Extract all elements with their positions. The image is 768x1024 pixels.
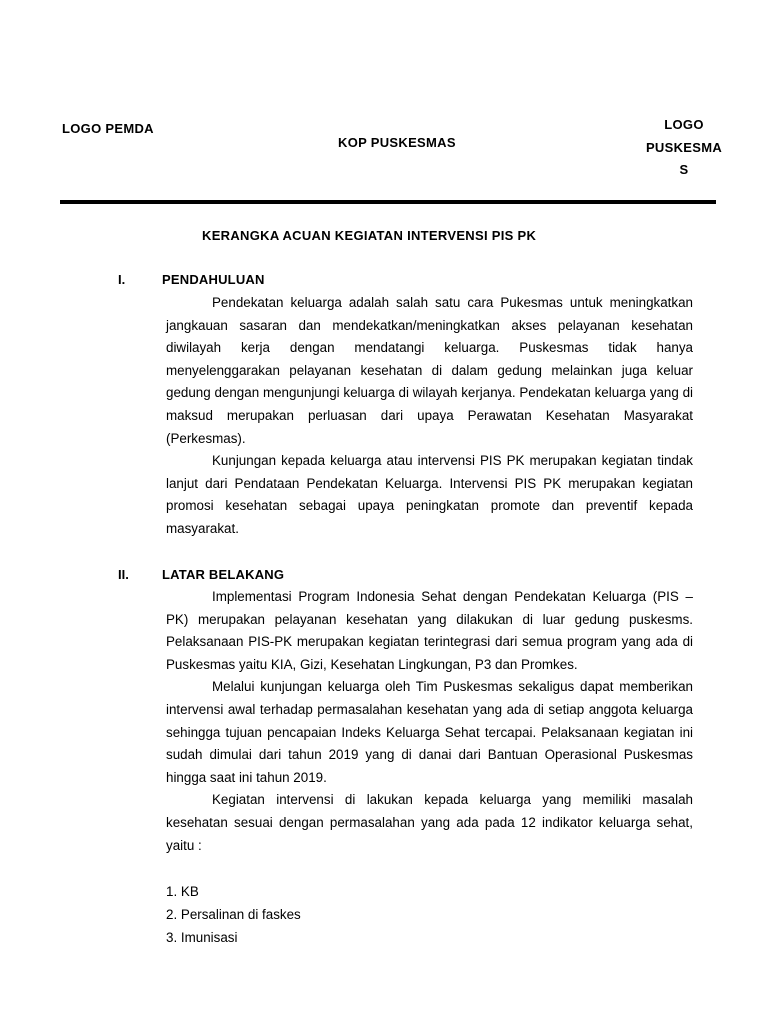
indicator-list (166, 880, 301, 949)
section-2-paragraph-3: Kegiatan intervensi di lakukan kepada keluarga yang memiliki masalah kesehatan sesuai dengan permasalahan yang ada pada 12 indikator keluarga sehat, yaitu : (166, 792, 693, 853)
section-1-paragraph-2: Kunjungan kepada keluarga atau intervensi PIS PK merupakan kegiatan tindak lanjut dari Pendataan Pendekatan Keluarga. Intervensi PIS PK merupakan kegiatan promosi kesehatan sebagai upaya peningkatan promote dan preventif kepada masyarakat. (166, 453, 693, 536)
section-2-body (166, 586, 693, 857)
list-item: 1. KB (166, 884, 199, 899)
header-divider (60, 200, 716, 204)
section-1-paragraph-1: Pendekatan keluarga adalah salah satu cara Pukesmas untuk meningkatkan jangkauan sasaran dan mendekatkan/meningkatkan akses pelayanan kesehatan diwilayah kerja dengan mendatangi keluarga. Puskesmas tidak hanya menyelenggarakan pelayanan kesehatan di dalam gedung melainkan juga keluar gedung dengan mengunjungi keluarga di wilayah kerjanya. Pendekatan keluarga yang di maksud merupakan perluasan dari upaya Perawatan Kesehatan Masyarakat (Perkesmas). (166, 295, 693, 446)
list-item: 2. Persalinan di faskes (166, 907, 301, 922)
logo-puskesmas-line-2: PUSKESMA (645, 139, 723, 155)
logo-puskesmas-placeholder (632, 114, 736, 182)
section-2-paragraph-2: Melalui kunjungan keluarga oleh Tim Puskesmas sekaligus dapat memberikan intervensi awal terhadap permasalahan kesehatan yang ada di setiap anggota keluarga sehingga tujuan pencapaian Indeks Keluarga Sehat tercapai. Pelaksanaan kegiatan ini sudah dimulai dari tahun 2019 yang di danai dari Bantuan Operasional Puskesmas hingga saat ini tahun 2019. (166, 679, 693, 785)
document-title: KERANGKA ACUAN KEGIATAN INTERVENSI PIS PK (202, 228, 537, 243)
logo-pemda-placeholder: LOGO PEMDA (62, 121, 154, 136)
section-2-number: II. (118, 567, 129, 582)
section-1-body (166, 292, 693, 541)
section-2-title: LATAR BELAKANG (162, 567, 285, 582)
logo-puskesmas-line-1: LOGO (664, 117, 704, 132)
kop-puskesmas-placeholder: KOP PUSKESMAS (338, 135, 456, 150)
section-1-number: I. (118, 272, 126, 287)
section-2-paragraph-1: Implementasi Program Indonesia Sehat dengan Pendekatan Keluarga (PIS – PK) merupakan pelayanan kesehatan yang dilakukan di luar gedung puskesms. Pelaksanaan PIS-PK merupakan kegiatan terintegrasi dari semua program yang ada di Puskesmas yaitu KIA, Gizi, Kesehatan Lingkungan, P3 dan Promkes. (166, 589, 693, 672)
logo-puskesmas-line-3: S (679, 162, 689, 177)
section-1-title: PENDAHULUAN (162, 272, 265, 287)
list-item: 3. Imunisasi (166, 930, 238, 945)
